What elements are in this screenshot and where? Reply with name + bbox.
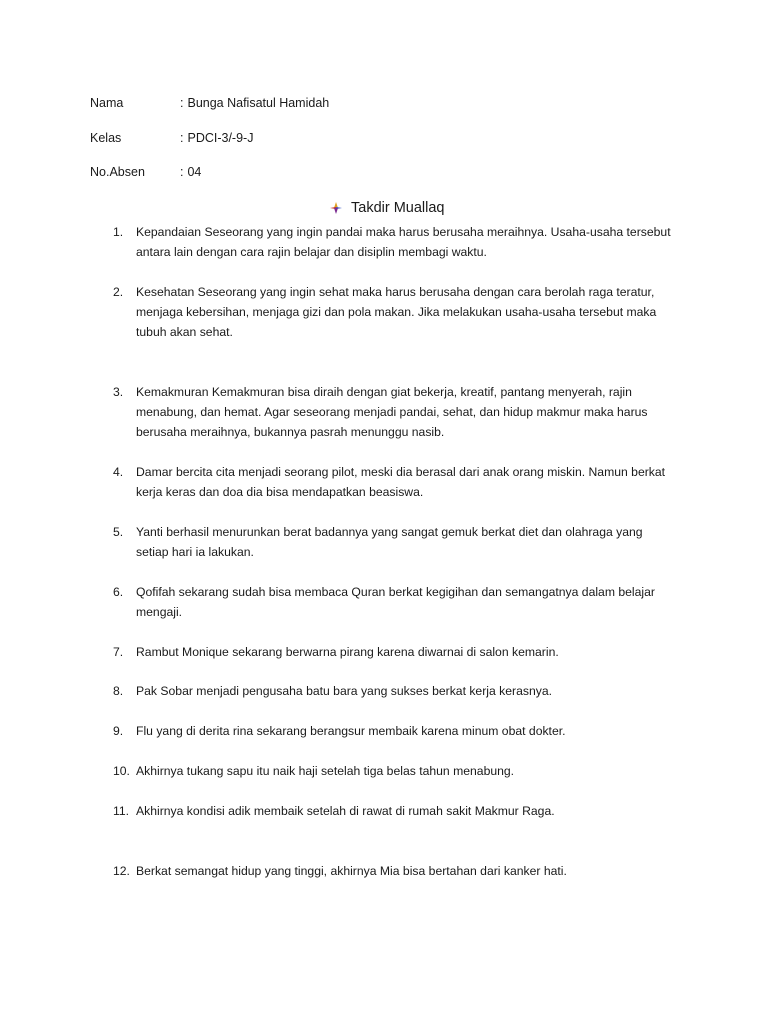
list-item	[113, 462, 673, 502]
class-separator: :	[180, 131, 184, 145]
absen-row	[90, 164, 201, 180]
list-item-text: Kesehatan Seseorang yang ingin sehat maka harus berusaha dengan cara berolah raga teratur, menjaga kebersihan, menjaga gizi dan pola makan. Jika melakukan usaha-usaha tersebut maka tubuh akan sehat.	[136, 285, 657, 339]
list-item-number: 2.	[113, 285, 124, 299]
list-item	[113, 761, 673, 781]
list-item-number: 5.	[113, 525, 124, 539]
list-item	[113, 681, 673, 701]
name-separator: :	[180, 96, 184, 110]
list-item-text: Akhirnya kondisi adik membaik setelah di rawat di rumah sakit Makmur Raga.	[136, 804, 555, 818]
list-item-text: Rambut Monique sekarang berwarna pirang karena diwarnai di salon kemarin.	[136, 645, 559, 659]
list-item	[113, 721, 673, 741]
list-item	[113, 861, 673, 881]
absen-value: 04	[187, 165, 202, 179]
name-row	[90, 95, 329, 111]
list-item	[113, 222, 673, 262]
class-row	[90, 130, 253, 146]
class-label: Kelas	[90, 131, 122, 145]
list-item-text: Pak Sobar menjadi pengusaha batu bara yang sukses berkat kerja kerasnya.	[136, 684, 552, 698]
list-item-text: Yanti berhasil menurunkan berat badannya yang sangat gemuk berkat diet dan olahraga yang setiap hari ia lakukan.	[136, 525, 643, 559]
bullet-diamond-icon	[329, 201, 343, 215]
list-item-number: 10.	[113, 764, 130, 778]
list-item	[113, 801, 673, 821]
list-item	[113, 522, 673, 562]
list-item-text: Kepandaian Seseorang yang ingin pandai maka harus berusaha meraihnya. Usaha-usaha tersebut antara lain dengan cara rajin belajar dan disiplin membagi waktu.	[136, 225, 671, 259]
list-item	[113, 642, 673, 662]
list-item-number: 12.	[113, 864, 130, 878]
class-value: PDCI-3/-9-J	[187, 131, 254, 145]
list-item-text: Akhirnya tukang sapu itu naik haji setelah tiga belas tahun menabung.	[136, 764, 515, 778]
list-item-number: 3.	[113, 385, 124, 399]
list-item-number: 4.	[113, 465, 124, 479]
absen-separator: :	[180, 165, 184, 179]
section-title: Takdir Muallaq	[351, 200, 445, 216]
list-item-text: Damar bercita cita menjadi seorang pilot, meski dia berasal dari anak orang miskin. Namun berkat kerja keras dan doa dia bisa mendapatkan beasiswa.	[136, 465, 666, 499]
list-item-text: Berkat semangat hidup yang tinggi, akhirnya Mia bisa bertahan dari kanker hati.	[136, 864, 567, 878]
list-item-number: 1.	[113, 225, 124, 239]
list-item-text: Kemakmuran Kemakmuran bisa diraih dengan giat bekerja, kreatif, pantang menyerah, rajin menabung, dan hemat. Agar seseorang menjadi pandai, sehat, dan hidup makmur maka harus berusaha meraihnya, bukannya pasrah menunggu nasib.	[136, 385, 648, 439]
list-item	[113, 582, 673, 622]
name-label: Nama	[90, 96, 124, 110]
list-item	[113, 282, 673, 342]
list-item-number: 8.	[113, 684, 124, 698]
list-item-text: Flu yang di derita rina sekarang berangsur membaik karena minum obat dokter.	[136, 724, 566, 738]
list-item-number: 11.	[113, 804, 130, 818]
list-item	[113, 382, 673, 442]
absen-label: No.Absen	[90, 165, 145, 179]
list-item-number: 9.	[113, 724, 124, 738]
section-heading	[329, 199, 445, 217]
list-item-number: 6.	[113, 585, 124, 599]
name-value: Bunga Nafisatul Hamidah	[187, 96, 330, 110]
list-item-text: Qofifah sekarang sudah bisa membaca Quran berkat kegigihan dan semangatnya dalam belajar mengaji.	[136, 585, 655, 619]
list-item-number: 7.	[113, 645, 124, 659]
